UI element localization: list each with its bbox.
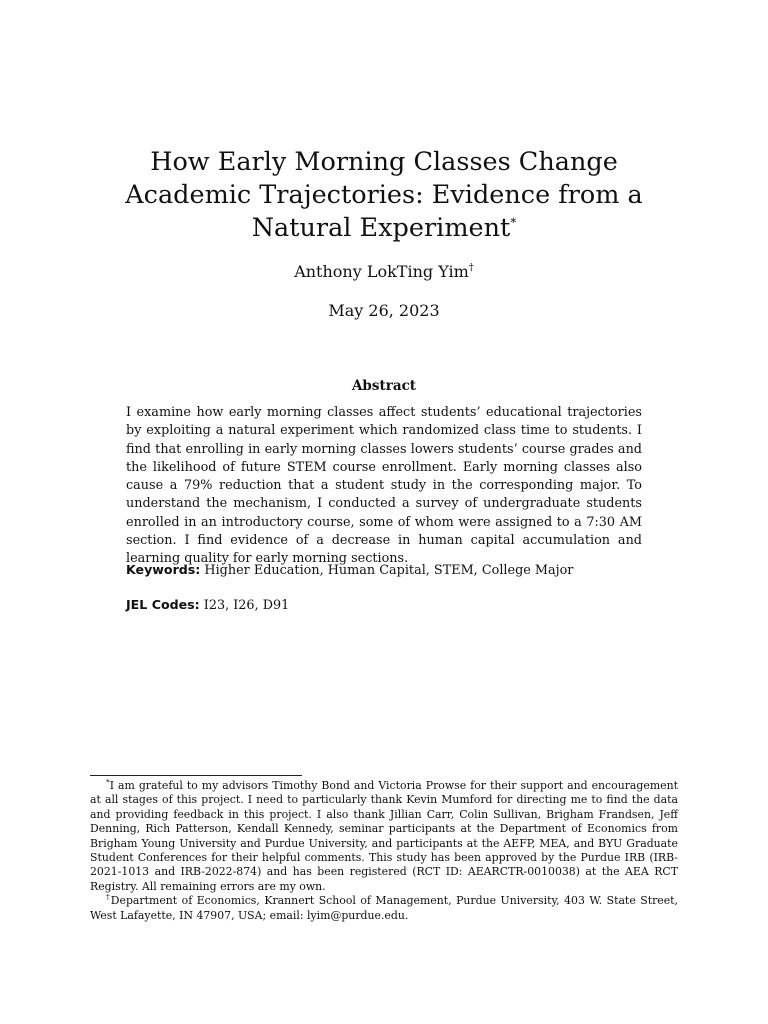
keywords-label: Keywords: (126, 562, 201, 577)
abstract-heading: Abstract (351, 378, 417, 394)
author-name: Anthony LokTing Yim (294, 262, 469, 281)
paper-title (110, 146, 658, 245)
jel-codes-label: JEL Codes: (126, 597, 200, 612)
footnote-acknowledgements (90, 779, 678, 894)
keywords-text: Higher Education, Human Capital, STEM, College Major (204, 563, 574, 578)
footnote-mark: * (106, 777, 110, 787)
footnote-text: Department of Economics, Krannert School of Management, Purdue University, 403 W. State Street, West Lafayette, IN 47907, USA; email: lyim@purdue.edu. (90, 894, 679, 922)
paper-date: May 26, 2023 (328, 301, 440, 320)
title-text: How Early Morning Classes Change Academic Trajectories: Evidence from a Natural Experiment (125, 147, 643, 243)
footnote-mark: † (106, 892, 111, 902)
footnotes (90, 779, 678, 923)
author-line (0, 262, 768, 282)
abstract-text: I examine how early morning classes affect students’ educational trajectories by exploiting a natural experiment which randomized class time to students. I find that enrolling in early morning classes lowers students’ course grades and the likelihood of future STEM course enrollment. Early morning classes also cause a 79% reduction that a student study in the corresponding major. To understand the mechanism, I conducted a survey of undergraduate students enrolled in an introductory course, some of whom were assigned to a 7:30 AM section. I find evidence of a decrease in human capital accumulation and learning quality for early morning sections. (126, 405, 642, 567)
footnote-affiliation (90, 894, 678, 923)
keywords-line (126, 561, 642, 580)
title-footnote-mark: * (510, 215, 517, 230)
jel-codes-line (126, 596, 642, 615)
author-footnote-mark: † (468, 262, 474, 274)
footnote-divider (90, 775, 302, 776)
footnote-text: I am grateful to my advisors Timothy Bond and Victoria Prowse for their support and encouragement at all stages of this project. I need to particularly thank Kevin Mumford for directing me to find the data and providing feedback in this project. I also thank Jillian Carr, Colin Sullivan, Brigham Frandsen, Jeff Denning, Rich Patterson, Kendall Kennedy, seminar participants at the Department of Economics from Brigham Young University and Purdue University, and participants at the AEFP, MEA, and BYU Graduate Student Conferences for their helpful comments. This study has been approved by the Purdue IRB (IRB-2021-1013 and IRB-2022-874) and has been registered (RCT ID: AEARCTR-0010038) at the AEA RCT Registry. All remaining errors are my own. (90, 779, 678, 893)
jel-codes-text: I23, I26, D91 (203, 598, 290, 613)
